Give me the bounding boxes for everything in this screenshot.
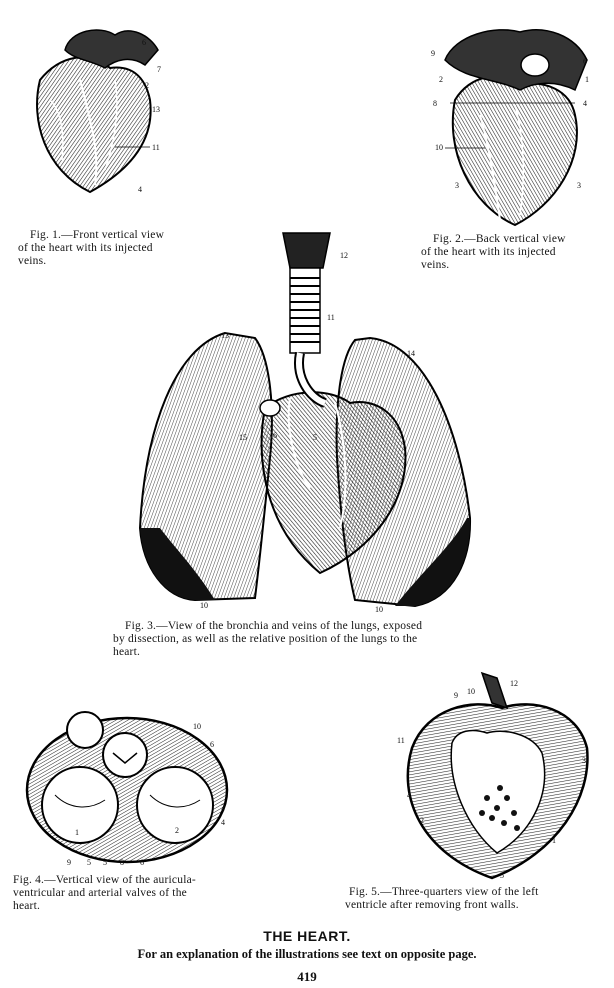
fig5-label: 3: [582, 756, 586, 765]
fig4-label: 8: [120, 858, 124, 867]
fig1-label: 13: [152, 105, 160, 114]
fig2-label: 8: [433, 99, 437, 108]
fig3-label: 5: [313, 433, 317, 442]
figure-5-caption: [345, 886, 539, 912]
fig4-label: 2: [175, 826, 179, 835]
fig1-label: 2: [145, 81, 149, 90]
fig2-label: 10: [435, 143, 443, 152]
fig4-label: 6: [210, 740, 214, 749]
fig5-label: 4: [407, 791, 411, 800]
caption-line: ventricle after removing front walls.: [345, 899, 519, 911]
fig5-label: 11: [397, 736, 405, 745]
fig5-label: 10: [467, 687, 475, 696]
figure-3-caption: [113, 620, 422, 659]
fig2-label: 9: [431, 49, 435, 58]
fig3-label: 11: [327, 313, 335, 322]
fig1-label: 6: [142, 38, 146, 47]
fig4-label: 6: [140, 858, 144, 867]
caption-line: Fig. 3.—View of the bronchia and veins of the lungs, exposed: [125, 620, 423, 632]
fig1-label: 7: [157, 65, 161, 74]
fig2-label: 1: [585, 75, 589, 84]
fig4-label: 4: [221, 818, 225, 827]
fig4-label: 1: [75, 828, 79, 837]
figure-5-illustration: [392, 668, 602, 883]
caption-line: of the heart with its injected: [18, 242, 153, 254]
caption-line: veins.: [421, 259, 450, 271]
caption-line: Fig. 5.—Three-quarters view of the left: [349, 886, 539, 898]
figure-1-illustration: [20, 20, 170, 200]
figure-3-illustration: [135, 228, 475, 613]
figure-4-illustration: [15, 695, 240, 870]
page-number: 419: [297, 969, 317, 984]
fig1-label: 4: [138, 185, 142, 194]
figure-4-caption: [13, 874, 196, 913]
fig2-label: 3: [577, 181, 581, 190]
fig4-label: 5: [103, 858, 107, 867]
caption-line: ventricular and arterial valves of the: [13, 887, 187, 899]
caption-line: of the heart with its injected: [421, 246, 556, 258]
caption-line: veins.: [18, 255, 47, 267]
fig2-label: 6: [583, 57, 587, 66]
fig1-label: 11: [152, 143, 160, 152]
fig5-label: 12: [510, 679, 518, 688]
fig4-label: 9: [67, 858, 71, 867]
fig3-label: 13: [221, 331, 229, 340]
fig2-label: 2: [439, 75, 443, 84]
fig5-label: 9: [454, 691, 458, 700]
caption-line: Fig. 4.—Vertical view of the auricula-: [13, 874, 196, 886]
caption-line: Fig. 2.—Back vertical view: [433, 233, 566, 245]
fig3-label: 12: [340, 251, 348, 260]
fig3-label: 15: [239, 433, 247, 442]
fig4-label: 5: [87, 858, 91, 867]
fig3-label: 14: [407, 349, 415, 358]
figure-2-illustration: [425, 20, 595, 230]
caption-line: heart.: [13, 900, 41, 912]
caption-line: by dissection, as well as the relative position of the lungs to the: [113, 633, 418, 645]
fig5-label: 1: [552, 836, 556, 845]
fig3-label: 10: [375, 605, 383, 613]
fig4-label: 3: [221, 803, 225, 812]
fig5-label: 2: [420, 816, 424, 825]
page-title: THE HEART.: [263, 928, 351, 944]
caption-line: Fig. 1.—Front vertical view: [30, 229, 165, 241]
page-subtitle: For an explanation of the illustrations see text on opposite page.: [137, 947, 477, 961]
fig5-label: 5: [500, 871, 504, 880]
fig4-label: 10: [193, 722, 201, 731]
fig2-label: 3: [455, 181, 459, 190]
fig3-label: 6: [273, 431, 277, 440]
fig3-label: 10: [200, 601, 208, 610]
fig2-label: 4: [583, 99, 587, 108]
caption-line: heart.: [113, 646, 141, 658]
